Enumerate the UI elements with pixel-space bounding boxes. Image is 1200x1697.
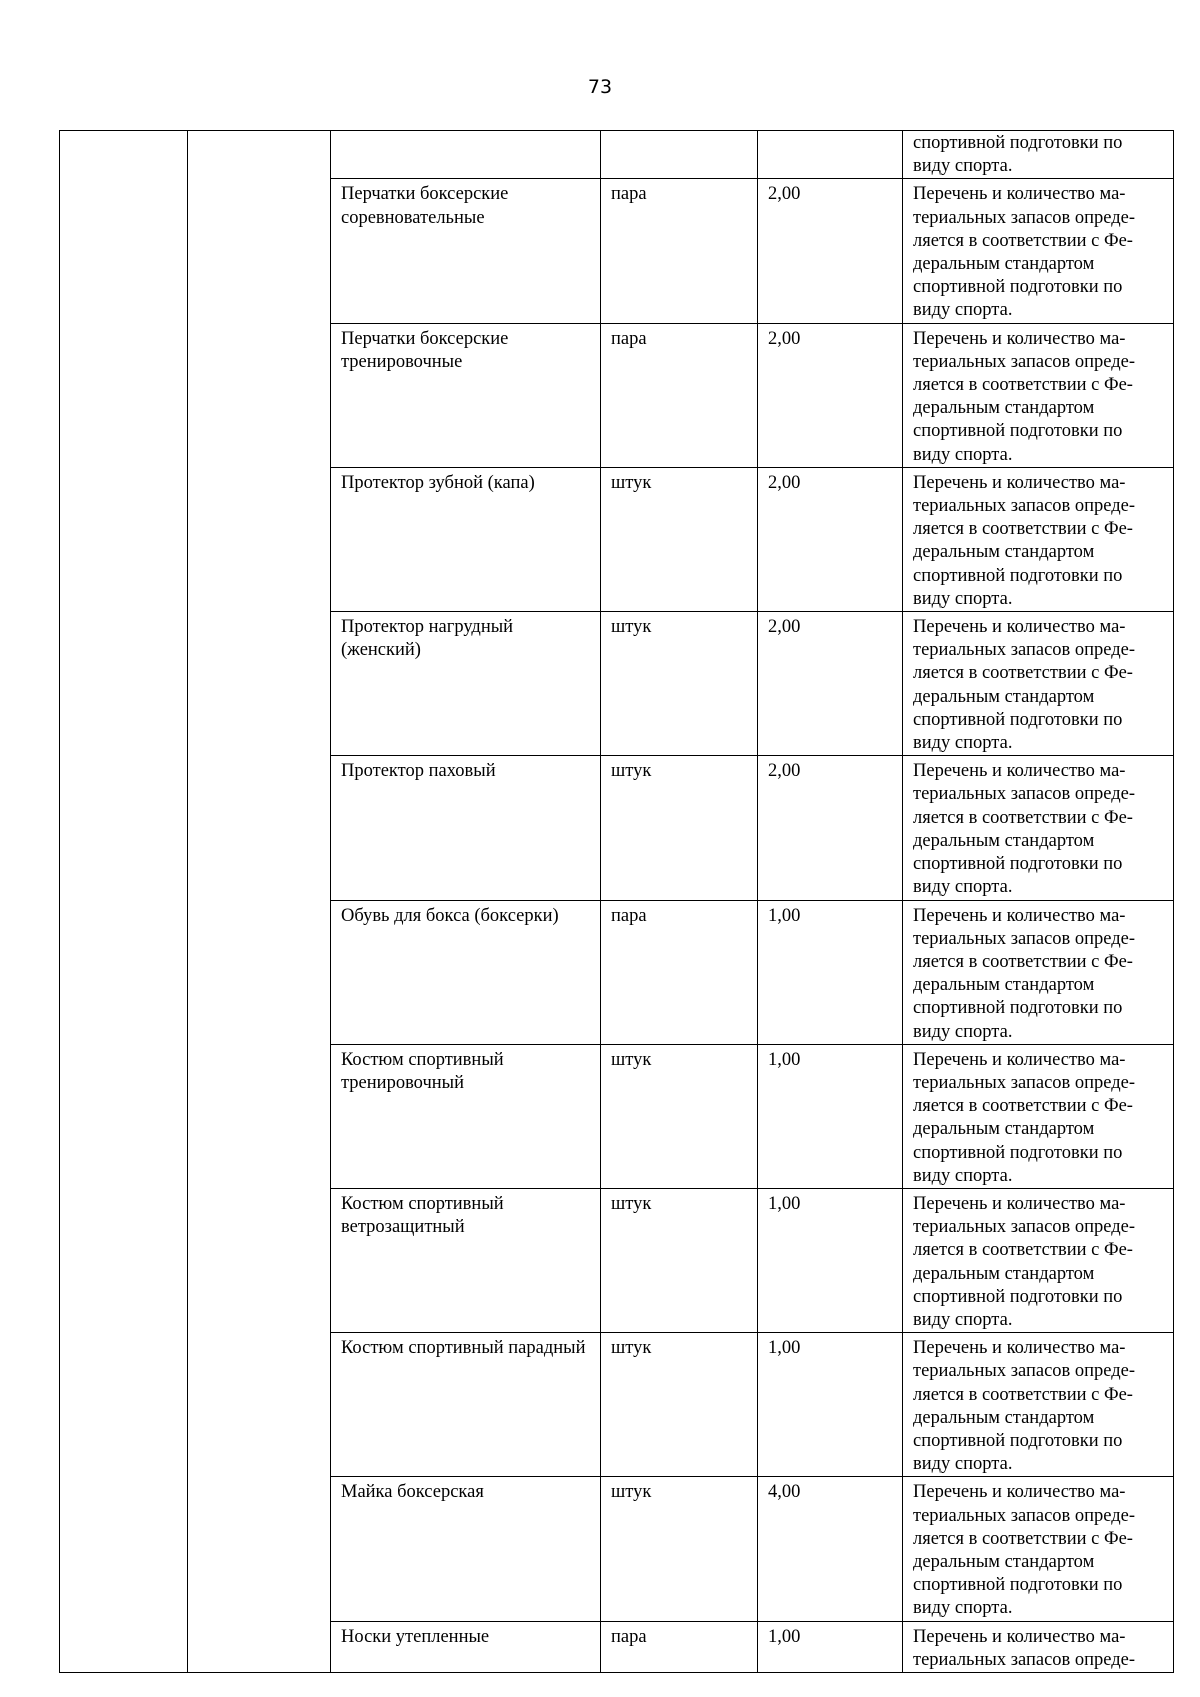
item-qty-cell: 2,00: [758, 323, 903, 467]
note-line: виду спорта.: [913, 1309, 1013, 1330]
note-line: ляется в соответствии с Фе-: [913, 807, 1133, 828]
item-qty-cell: 2,00: [758, 756, 903, 900]
item-name-cell: Костюм спортивный тренировочный: [331, 1044, 601, 1188]
note-line: териальных запасов опреде-: [913, 640, 1136, 661]
item-unit-cell: [601, 131, 758, 179]
item-name-cell: Костюм спортивный парадный: [331, 1333, 601, 1477]
item-unit-cell: штук: [601, 1044, 758, 1188]
equipment-table: [59, 130, 1174, 1673]
note-line: териальных запасов опреде-: [913, 1217, 1136, 1238]
note-line: териальных запасов опреде-: [913, 784, 1136, 805]
item-name-cell: Носки утепленные: [331, 1621, 601, 1672]
item-name-cell: Перчатки боксерские соревновательные: [331, 179, 601, 323]
note-line: спортивной подготовки по: [913, 421, 1123, 442]
item-unit-cell: штук: [601, 1188, 758, 1332]
item-note-cell: [903, 1044, 1174, 1188]
item-note-cell: [903, 1333, 1174, 1477]
item-note-cell: [903, 179, 1174, 323]
item-qty-cell: 4,00: [758, 1477, 903, 1621]
merged-cell-1: [60, 131, 188, 1673]
note-line: ляется в соответствии с Фе-: [913, 375, 1133, 396]
item-unit-cell: штук: [601, 1333, 758, 1477]
item-qty-cell: 1,00: [758, 1188, 903, 1332]
note-line: териальных запасов опреде-: [913, 928, 1136, 949]
item-qty-cell: [758, 131, 903, 179]
item-name-cell: Перчатки боксерские тренировочные: [331, 323, 601, 467]
note-line: деральным стандартом: [913, 1551, 1095, 1572]
note-line: Перечень и количество ма-: [913, 328, 1126, 349]
item-note-cell: [903, 900, 1174, 1044]
item-note-cell: [903, 323, 1174, 467]
item-unit-cell: штук: [601, 756, 758, 900]
note-line: Перечень и количество ма-: [913, 1482, 1126, 1503]
note-line: териальных запасов опреде-: [913, 1072, 1136, 1093]
note-line: Перечень и количество ма-: [913, 905, 1126, 926]
note-line: ляется в соответствии с Фе-: [913, 951, 1133, 972]
item-unit-cell: пара: [601, 323, 758, 467]
note-line: спортивной подготовки по: [913, 854, 1123, 875]
note-line: териальных запасов опреде-: [913, 496, 1136, 517]
note-line: Перечень и количество ма-: [913, 617, 1126, 638]
note-line: териальных запасов опреде-: [913, 1361, 1136, 1382]
item-qty-cell: 2,00: [758, 612, 903, 756]
note-line: деральным стандартом: [913, 1119, 1095, 1140]
note-line: деральным стандартом: [913, 830, 1095, 851]
item-note-cell: [903, 1621, 1174, 1672]
note-line: виду спорта.: [913, 300, 1013, 321]
note-line: виду спорта.: [913, 877, 1013, 898]
item-name-cell: Протектор паховый: [331, 756, 601, 900]
note-line: Перечень и количество ма-: [913, 1626, 1126, 1647]
note-line: спортивной подготовки по: [913, 1575, 1123, 1596]
note-line: ляется в соответствии с Фе-: [913, 230, 1133, 251]
note-line: Перечень и количество ма-: [913, 472, 1126, 493]
item-unit-cell: пара: [601, 1621, 758, 1672]
item-qty-cell: 1,00: [758, 1333, 903, 1477]
item-unit-cell: штук: [601, 1477, 758, 1621]
note-line: виду спорта.: [913, 588, 1013, 609]
note-line: деральным стандартом: [913, 398, 1095, 419]
item-unit-cell: пара: [601, 179, 758, 323]
note-line: виду спорта.: [913, 1598, 1013, 1619]
note-line: териальных запасов опреде-: [913, 1505, 1136, 1526]
note-line: виду спорта.: [913, 1165, 1013, 1186]
note-line: спортивной подготовки по: [913, 998, 1123, 1019]
item-note-cell: [903, 131, 1174, 179]
note-line: виду спорта.: [913, 156, 1013, 177]
note-line: спортивной подготовки по: [913, 709, 1123, 730]
note-line: виду спорта.: [913, 1454, 1013, 1475]
item-note-cell: [903, 612, 1174, 756]
note-line: териальных запасов опреде-: [913, 351, 1136, 372]
item-name-cell: Обувь для бокса (боксерки): [331, 900, 601, 1044]
note-line: териальных запасов опреде-: [913, 1649, 1136, 1670]
note-line: Перечень и количество ма-: [913, 761, 1126, 782]
item-qty-cell: 1,00: [758, 900, 903, 1044]
item-unit-cell: штук: [601, 467, 758, 611]
page-number: 73: [587, 76, 613, 98]
note-line: деральным стандартом: [913, 686, 1095, 707]
item-qty-cell: 1,00: [758, 1044, 903, 1188]
item-note-cell: [903, 1188, 1174, 1332]
merged-cell-2: [188, 131, 331, 1673]
note-line: ляется в соответствии с Фе-: [913, 1384, 1133, 1405]
note-line: Перечень и количество ма-: [913, 1193, 1126, 1214]
note-line: ляется в соответствии с Фе-: [913, 1096, 1133, 1117]
note-line: деральным стандартом: [913, 254, 1095, 275]
item-qty-cell: 2,00: [758, 179, 903, 323]
note-line: териальных запасов опреде-: [913, 207, 1136, 228]
item-name-cell: [331, 131, 601, 179]
note-line: ляется в соответствии с Фе-: [913, 663, 1133, 684]
note-line: деральным стандартом: [913, 1263, 1095, 1284]
item-qty-cell: 2,00: [758, 467, 903, 611]
note-line: деральным стандартом: [913, 975, 1095, 996]
note-line: Перечень и количество ма-: [913, 1049, 1126, 1070]
note-line: спортивной подготовки по: [913, 277, 1123, 298]
item-note-cell: [903, 467, 1174, 611]
note-line: спортивной подготовки по: [913, 565, 1123, 586]
note-line: спортивной подготовки по: [913, 1142, 1123, 1163]
note-line: Перечень и количество ма-: [913, 1338, 1126, 1359]
item-unit-cell: пара: [601, 900, 758, 1044]
note-line: виду спорта.: [913, 444, 1013, 465]
table-row-continuation: [60, 131, 1174, 179]
note-line: Перечень и количество ма-: [913, 184, 1126, 205]
item-name-cell: Майка боксерская: [331, 1477, 601, 1621]
note-line: спортивной подготовки по: [913, 1286, 1123, 1307]
note-line: ляется в соответствии с Фе-: [913, 519, 1133, 540]
note-line: ляется в соответствии с Фе-: [913, 1528, 1133, 1549]
item-qty-cell: 1,00: [758, 1621, 903, 1672]
item-note-cell: [903, 1477, 1174, 1621]
note-line: деральным стандартом: [913, 542, 1095, 563]
item-note-cell: [903, 756, 1174, 900]
item-name-cell: Протектор нагрудный (женский): [331, 612, 601, 756]
item-name-cell: Костюм спортивный ветрозащитный: [331, 1188, 601, 1332]
table-body: [60, 131, 1174, 1673]
note-line: деральным стандартом: [913, 1407, 1095, 1428]
note-line: виду спорта.: [913, 733, 1013, 754]
item-name-cell: Протектор зубной (капа): [331, 467, 601, 611]
note-line: виду спорта.: [913, 1021, 1013, 1042]
note-line: спортивной подготовки по: [913, 1430, 1123, 1451]
note-line: спортивной подготовки по: [913, 133, 1123, 153]
note-line: ляется в соответствии с Фе-: [913, 1240, 1133, 1261]
item-unit-cell: штук: [601, 612, 758, 756]
